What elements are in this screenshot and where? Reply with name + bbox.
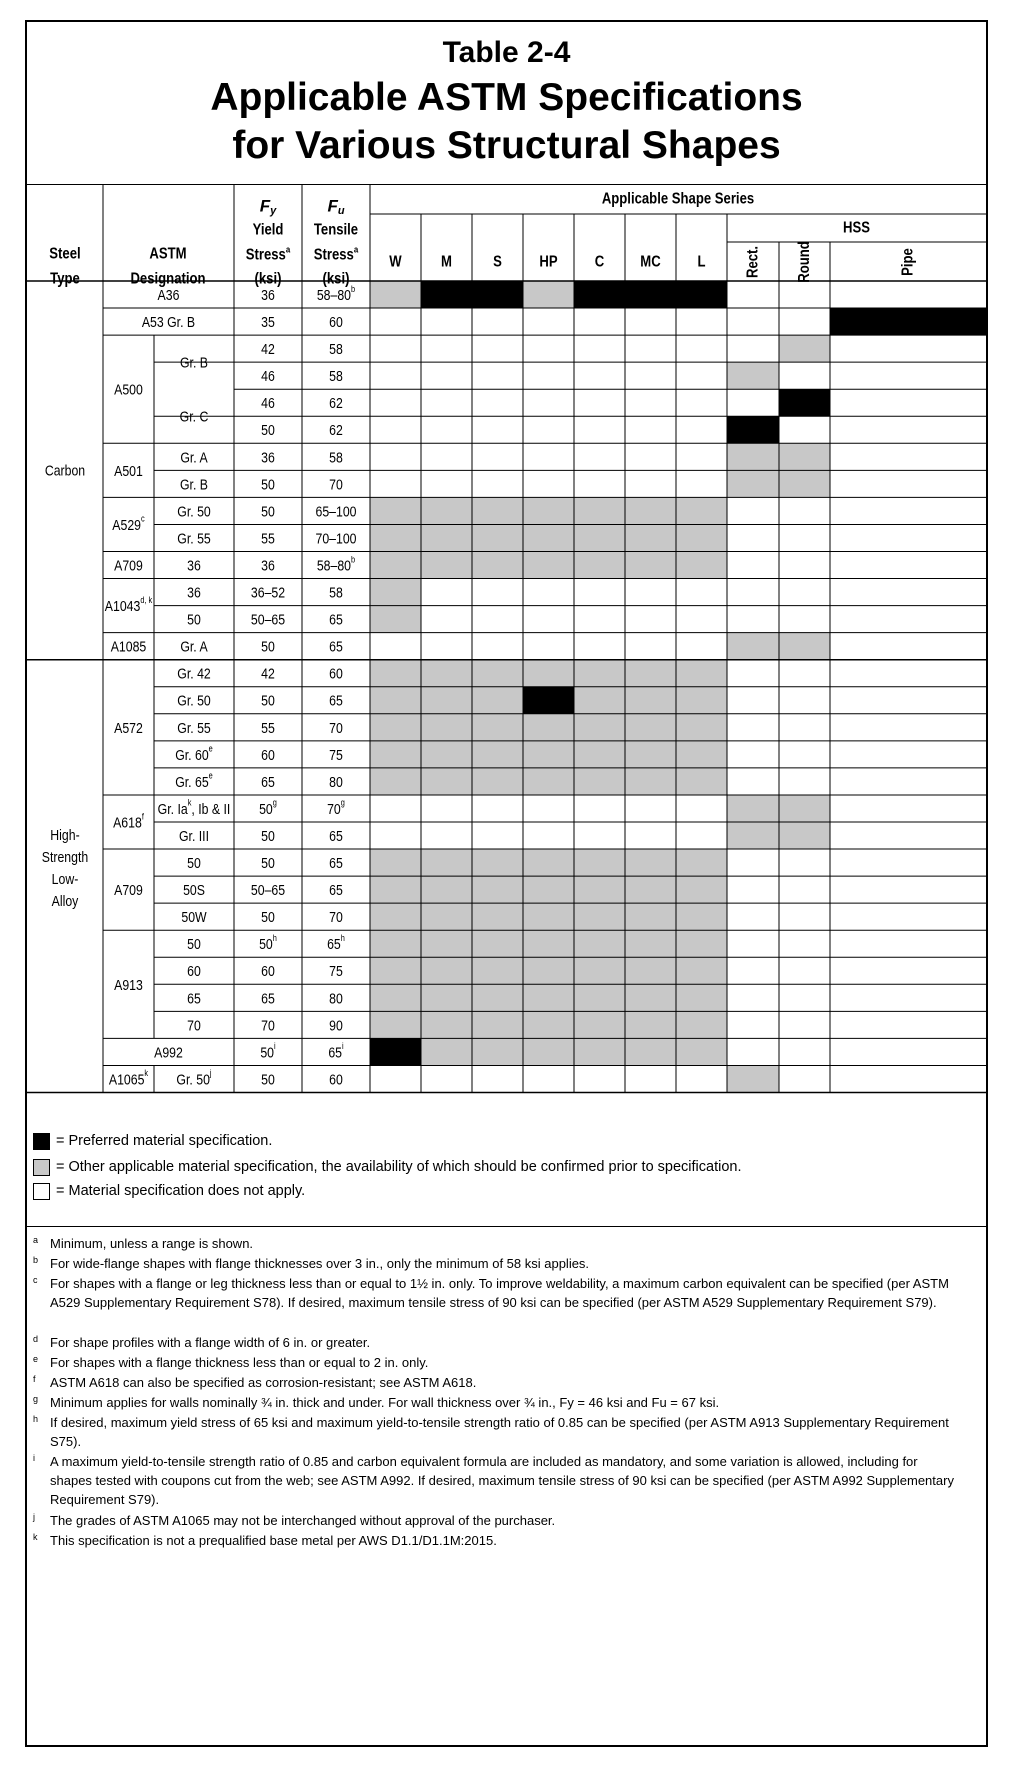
- column-header: MC: [640, 253, 661, 271]
- yield-stress: 50$^h$: [259, 932, 277, 952]
- other-applicable-cell: [676, 714, 727, 741]
- yield-stress: 42: [261, 665, 275, 682]
- other-applicable-cell: [676, 903, 727, 930]
- yield-stress: 50: [261, 637, 275, 655]
- other-applicable-cell: [727, 1065, 779, 1092]
- footnote: c For shapes with a flange or leg thickness less than or equal to 1½ in. only. To improve weldability, a maximum carbon equivalent can be specified (per ASTM A529 Supplementary Requirement S78). If desired, maximum tensile stress of 90 ksi can be specified (per ASTM A529 Supplementary Requirement S79).: [33, 1275, 949, 1310]
- other-applicable-cell: [472, 957, 523, 984]
- header-steel-type: Type: [50, 270, 80, 288]
- preferred-cell: [472, 281, 523, 308]
- footnote: j The grades of ASTM A1065 may not be interchanged without approval of the purchaser.: [33, 1512, 556, 1528]
- legend-text: = Preferred material specification.: [56, 1133, 273, 1149]
- preferred-cell: [625, 281, 676, 308]
- grade: Gr. B: [179, 353, 209, 371]
- other-applicable-cell: [574, 849, 625, 876]
- other-applicable-cell: [779, 443, 830, 470]
- header-fy: Stress$^a$: [245, 243, 291, 264]
- header-fy-symbol: $F_y$: [259, 196, 277, 217]
- header-fu-symbol: $F_u$: [327, 196, 345, 217]
- other-applicable-cell: [421, 903, 472, 930]
- other-applicable-cell: [676, 687, 727, 714]
- other-applicable-cell: [676, 930, 727, 957]
- other-applicable-cell: [676, 876, 727, 903]
- footnote: h If desired, maximum yield stress of 65 ksi and maximum yield-to-tensile strength ratio of 0.85 can be specified (per ASTM A913 Supplementary Requirement S75).: [33, 1414, 949, 1449]
- header-fu: Tensile: [313, 221, 359, 239]
- footnote: k This specification is not a prequalified base metal per AWS D1.1/D1.1M:2015.: [33, 1532, 497, 1548]
- other-applicable-cell: [421, 714, 472, 741]
- tensile-stress: 60: [329, 1070, 343, 1088]
- other-applicable-cell: [523, 524, 574, 551]
- other-applicable-cell: [727, 470, 779, 497]
- other-applicable-cell: [370, 768, 421, 795]
- other-applicable-cell: [421, 984, 472, 1011]
- other-applicable-cell: [676, 1011, 727, 1038]
- header-fy: Yield: [252, 221, 284, 239]
- tensile-stress: 58: [329, 340, 343, 357]
- other-applicable-cell: [523, 1038, 574, 1065]
- grade: Gr. 65e: [175, 770, 213, 790]
- yield-stress: 35: [261, 313, 275, 330]
- other-applicable-cell: [625, 687, 676, 714]
- table-title-line-1: Applicable ASTM Specifications: [210, 76, 803, 119]
- yield-stress: 46: [261, 394, 275, 411]
- other-applicable-cell: [421, 957, 472, 984]
- astm-designation: A572: [114, 719, 143, 736]
- other-applicable-cell: [676, 768, 727, 795]
- tensile-stress: 58–80$^b$: [316, 554, 356, 574]
- other-applicable-cell: [472, 930, 523, 957]
- other-applicable-cell: [625, 524, 676, 551]
- astm-designation: A529$^c$: [112, 513, 145, 533]
- footnote: f ASTM A618 can also be specified as corrosion-resistant; see ASTM A618.: [33, 1374, 477, 1390]
- table-title-line-2: for Various Structural Shapes: [232, 124, 781, 167]
- grade: Gr. A: [180, 448, 208, 466]
- other-applicable-cell: [523, 497, 574, 524]
- other-applicable-cell: [370, 660, 421, 687]
- yield-stress: 65: [261, 989, 275, 1007]
- yield-stress: 55: [261, 529, 275, 547]
- steel-type-label: High-: [50, 826, 80, 844]
- column-header: M: [441, 253, 452, 271]
- astm-designation: A500: [114, 380, 143, 398]
- other-applicable-cell: [421, 741, 472, 768]
- other-applicable-cell: [421, 1011, 472, 1038]
- grade: 50: [187, 854, 201, 871]
- astm-designation: A1043$^{d, k}$: [104, 594, 153, 614]
- other-applicable-cell: [472, 524, 523, 551]
- other-applicable-cell: [472, 768, 523, 795]
- other-applicable-cell: [370, 984, 421, 1011]
- grade: 70: [187, 1016, 201, 1034]
- footnote: i A maximum yield-to-tensile strength ratio of 0.85 and carbon equivalent formula are included as mandatory, and some variation is allowed, including for shapes tested with coupons cut from the web; see ASTM A992. If desired, maximum tensile stress of 90 ksi can be specified (per ASTM A992 Supplementary Requirement S79).: [33, 1453, 954, 1507]
- other-applicable-cell: [523, 876, 574, 903]
- other-applicable-cell: [727, 795, 779, 822]
- column-header: S: [493, 253, 502, 271]
- tensile-stress: 65–100: [315, 502, 357, 520]
- header-astm: Designation: [130, 270, 206, 288]
- yield-stress: 50–65: [250, 881, 286, 898]
- tensile-stress: 62: [329, 421, 343, 438]
- tensile-stress: 70–100: [315, 529, 357, 547]
- other-applicable-cell: [676, 741, 727, 768]
- footnote: e For shapes with a flange thickness less than or equal to 2 in. only.: [33, 1354, 429, 1370]
- other-applicable-cell: [574, 957, 625, 984]
- other-applicable-cell: [370, 497, 421, 524]
- header-fu: (ksi): [322, 270, 350, 288]
- tensile-stress: 60: [329, 313, 343, 330]
- other-applicable-cell: [472, 741, 523, 768]
- other-applicable-cell: [625, 552, 676, 579]
- tensile-stress: 58: [329, 367, 343, 384]
- none-swatch: [33, 1183, 50, 1200]
- yield-stress: 36: [261, 556, 275, 574]
- grade: 50W: [181, 908, 207, 925]
- legend-text: = Material specification does not apply.: [56, 1183, 306, 1199]
- header-fy: (ksi): [254, 270, 282, 288]
- tensile-stress: 70: [329, 719, 343, 736]
- other-applicable-cell: [523, 281, 574, 308]
- grade: 36: [187, 583, 201, 601]
- other-applicable-cell: [421, 1038, 472, 1065]
- yield-stress: 50: [261, 908, 275, 925]
- yield-stress: 60: [261, 746, 275, 763]
- other-applicable-cell: [370, 687, 421, 714]
- other-applicable-cell: [472, 1038, 523, 1065]
- astm-designation: A709: [114, 881, 143, 898]
- other-applicable-cell: [625, 497, 676, 524]
- other-applicable-cell: [625, 1011, 676, 1038]
- other-applicable-cell: [421, 524, 472, 551]
- other-applicable-cell: [523, 660, 574, 687]
- yield-stress: 36–52: [250, 583, 286, 601]
- column-header: Pipe: [899, 248, 917, 276]
- tensile-stress: 62: [329, 394, 343, 411]
- yield-stress: 50: [261, 692, 275, 709]
- other-applicable-cell: [421, 497, 472, 524]
- steel-type-label: Carbon: [44, 462, 86, 479]
- other-applicable-cell: [625, 876, 676, 903]
- astm-designation: A501: [114, 462, 143, 479]
- grade: Gr. B: [179, 475, 209, 493]
- yield-stress: 36: [261, 448, 275, 466]
- other-applicable-cell: [472, 497, 523, 524]
- other-applicable-cell: [472, 552, 523, 579]
- grade: 50S: [183, 881, 205, 898]
- other-applicable-cell: [523, 930, 574, 957]
- other-applicable-cell: [676, 984, 727, 1011]
- other-applicable-cell: [472, 687, 523, 714]
- other-applicable-cell: [370, 552, 421, 579]
- table-frame: [25, 20, 988, 1747]
- other-applicable-cell: [523, 714, 574, 741]
- yield-stress: 50$^i$: [260, 1041, 276, 1061]
- other-applicable-cell: [676, 552, 727, 579]
- tensile-stress: 65: [329, 854, 343, 871]
- yield-stress: 55: [261, 719, 275, 736]
- other-applicable-cell: [676, 1038, 727, 1065]
- astm-designation: A53 Gr. B: [141, 313, 196, 330]
- grade: Gr. Ia$^k$, Ib & II: [157, 797, 231, 817]
- other-applicable-cell: [574, 1011, 625, 1038]
- other-applicable-cell: [625, 768, 676, 795]
- other-applicable-cell: [625, 714, 676, 741]
- legend-item-preferred: [33, 1130, 272, 1152]
- tensile-stress: 65: [329, 610, 343, 628]
- other-applicable-cell: [625, 903, 676, 930]
- tensile-stress: 70: [329, 475, 343, 493]
- column-header: L: [697, 253, 706, 271]
- other-applicable-cell: [370, 606, 421, 633]
- tensile-stress: 58–80$^b$: [316, 283, 356, 303]
- preferred-cell: [421, 281, 472, 308]
- yield-stress: 50: [261, 1070, 275, 1088]
- grade: Gr. 50: [177, 692, 211, 709]
- other-applicable-cell: [727, 633, 779, 660]
- footnote: d For shape profiles with a flange width of 6 in. or greater.: [33, 1334, 371, 1350]
- steel-type-label: Alloy: [51, 892, 79, 910]
- other-applicable-cell: [779, 335, 830, 362]
- other-applicable-cell: [370, 741, 421, 768]
- header-astm: ASTM: [149, 245, 187, 263]
- other-applicable-cell: [421, 660, 472, 687]
- preferred-cell: [676, 281, 727, 308]
- preferred-cell: [727, 416, 779, 443]
- column-header: W: [389, 253, 402, 271]
- other-applicable-cell: [676, 957, 727, 984]
- other-applicable-cell: [625, 1038, 676, 1065]
- column-header: HP: [539, 253, 558, 271]
- tensile-stress: 65: [329, 637, 343, 655]
- other-applicable-cell: [421, 876, 472, 903]
- tensile-stress: 70: [329, 908, 343, 925]
- other-applicable-cell: [574, 1038, 625, 1065]
- other-applicable-cell: [370, 876, 421, 903]
- tensile-stress: 65: [329, 692, 343, 709]
- grade: Gr. A: [180, 637, 208, 655]
- yield-stress: 50$^g$: [259, 797, 277, 817]
- other-applicable-cell: [676, 524, 727, 551]
- other-applicable-cell: [574, 552, 625, 579]
- astm-designation: A1065$^k$: [108, 1068, 149, 1088]
- grade: 60: [187, 962, 201, 979]
- footnote: a Minimum, unless a range is shown.: [33, 1235, 254, 1251]
- other-applicable-cell: [370, 903, 421, 930]
- other-applicable-cell: [370, 524, 421, 551]
- preferred-cell: [779, 389, 830, 416]
- tensile-stress: 58: [329, 583, 343, 601]
- other-applicable-cell: [625, 741, 676, 768]
- grade: 50: [187, 935, 201, 952]
- column-header: C: [594, 253, 605, 271]
- other-applicable-cell: [472, 876, 523, 903]
- preferred-cell: [574, 281, 625, 308]
- other-applicable-cell: [523, 768, 574, 795]
- other-applicable-cell: [574, 741, 625, 768]
- header-fu: Stress$^a$: [313, 243, 359, 264]
- grade: 36: [187, 556, 201, 574]
- grade: 65: [187, 989, 201, 1007]
- other-applicable-cell: [574, 984, 625, 1011]
- tensile-stress: 65$^h$: [327, 932, 345, 952]
- legend-item-none: [33, 1180, 305, 1202]
- other-applicable-cell: [523, 741, 574, 768]
- header-steel-type: Steel: [49, 245, 81, 263]
- other-applicable-cell: [625, 930, 676, 957]
- grade: Gr. 42: [177, 665, 211, 682]
- yield-stress: 50: [261, 475, 275, 493]
- other-applicable-cell: [523, 903, 574, 930]
- other-applicable-cell: [676, 497, 727, 524]
- other-applicable-cell: [523, 1011, 574, 1038]
- yield-stress: 36: [261, 286, 275, 303]
- yield-stress: 50: [261, 502, 275, 520]
- astm-designation: A709: [114, 556, 143, 574]
- preferred-cell: [370, 1038, 421, 1065]
- tensile-stress: 80: [329, 989, 343, 1007]
- header-hss: HSS: [843, 219, 870, 237]
- yield-stress: 50: [261, 827, 275, 844]
- grade: Gr. 50$^j$: [176, 1068, 212, 1088]
- other-applicable-cell: [370, 281, 421, 308]
- tensile-stress: 58: [329, 448, 343, 466]
- other-applicable-cell: [574, 714, 625, 741]
- tensile-stress: 75: [329, 962, 343, 979]
- other-applicable-cell: [370, 957, 421, 984]
- other-applicable-cell: [574, 903, 625, 930]
- preferred-cell: [523, 687, 574, 714]
- grade: Gr. 55: [177, 529, 211, 547]
- other-applicable-cell: [472, 660, 523, 687]
- grade: Gr. 50: [177, 502, 211, 520]
- other-applicable-cell: [625, 984, 676, 1011]
- other-applicable-cell: [676, 849, 727, 876]
- yield-stress: 46: [261, 367, 275, 384]
- other-applicable-cell: [625, 957, 676, 984]
- other-applicable-cell: [421, 687, 472, 714]
- other-applicable-cell: [472, 1011, 523, 1038]
- other-applicable-cell: [676, 660, 727, 687]
- other-swatch: [33, 1159, 50, 1176]
- footnote: b For wide-flange shapes with flange thicknesses over 3 in., only the minimum of 58 ksi applies.: [33, 1255, 590, 1271]
- astm-designation: A913: [114, 976, 143, 993]
- other-applicable-cell: [370, 930, 421, 957]
- other-applicable-cell: [574, 660, 625, 687]
- yield-stress: 65: [261, 773, 275, 790]
- other-applicable-cell: [574, 687, 625, 714]
- other-applicable-cell: [727, 822, 779, 849]
- astm-designation: A618$^f$: [113, 811, 144, 831]
- other-applicable-cell: [421, 552, 472, 579]
- other-applicable-cell: [421, 930, 472, 957]
- yield-stress: 60: [261, 962, 275, 979]
- other-applicable-cell: [472, 714, 523, 741]
- other-applicable-cell: [574, 930, 625, 957]
- grade: Gr. C: [179, 408, 209, 425]
- other-applicable-cell: [523, 552, 574, 579]
- other-applicable-cell: [370, 579, 421, 606]
- astm-designation: A992: [154, 1043, 183, 1061]
- tensile-stress: 80: [329, 773, 343, 790]
- other-applicable-cell: [779, 795, 830, 822]
- tensile-stress: 65$^i$: [328, 1041, 344, 1061]
- yield-stress: 50–65: [250, 610, 286, 628]
- grade: 50: [187, 610, 201, 628]
- other-applicable-cell: [370, 849, 421, 876]
- other-applicable-cell: [574, 524, 625, 551]
- other-applicable-cell: [727, 362, 779, 389]
- tensile-stress: 90: [329, 1016, 343, 1034]
- other-applicable-cell: [625, 660, 676, 687]
- column-header: Rect.: [744, 245, 762, 279]
- legend-text: = Other applicable material specification, the availability of which should be confirmed prior to specification.: [56, 1159, 742, 1175]
- other-applicable-cell: [625, 849, 676, 876]
- legend: [27, 1118, 986, 1227]
- table-number: Table 2-4: [442, 36, 571, 69]
- tensile-stress: 65: [329, 881, 343, 898]
- column-header: Round: [795, 241, 814, 283]
- astm-designation: A1085: [110, 637, 147, 655]
- other-applicable-cell: [370, 1011, 421, 1038]
- other-applicable-cell: [779, 633, 830, 660]
- yield-stress: 42: [261, 340, 275, 357]
- yield-stress: 50: [261, 421, 275, 438]
- other-applicable-cell: [523, 984, 574, 1011]
- other-applicable-cell: [727, 443, 779, 470]
- grade: Gr. III: [178, 827, 210, 844]
- yield-stress: 50: [261, 854, 275, 871]
- other-applicable-cell: [421, 768, 472, 795]
- astm-designation: A36: [157, 286, 180, 303]
- grade: Gr. 55: [177, 719, 211, 736]
- steel-type-label: Strength: [41, 848, 89, 866]
- tensile-stress: 60: [329, 665, 343, 682]
- other-applicable-cell: [574, 497, 625, 524]
- other-applicable-cell: [574, 768, 625, 795]
- tensile-stress: 75: [329, 746, 343, 763]
- yield-stress: 70: [261, 1016, 275, 1034]
- preferred-cell: [830, 308, 986, 335]
- tensile-stress: 70$^g$: [327, 797, 345, 817]
- other-applicable-cell: [472, 903, 523, 930]
- other-applicable-cell: [472, 849, 523, 876]
- preferred-swatch: [33, 1133, 50, 1150]
- steel-type-label: Low-: [51, 870, 79, 888]
- other-applicable-cell: [779, 470, 830, 497]
- spec-table: [27, 22, 986, 1118]
- header-shape-series: Applicable Shape Series: [601, 190, 755, 208]
- other-applicable-cell: [421, 849, 472, 876]
- other-applicable-cell: [779, 822, 830, 849]
- footnote: g Minimum applies for walls nominally ¾ in. thick and under. For wall thickness over ¾ in., Fy = 46 ksi and Fu = 67 ksi.: [33, 1394, 720, 1410]
- other-applicable-cell: [472, 984, 523, 1011]
- tensile-stress: 65: [329, 827, 343, 844]
- other-applicable-cell: [523, 849, 574, 876]
- legend-item-other: [33, 1156, 741, 1178]
- other-applicable-cell: [574, 876, 625, 903]
- other-applicable-cell: [370, 714, 421, 741]
- other-applicable-cell: [523, 957, 574, 984]
- grade: Gr. 60e: [175, 743, 213, 763]
